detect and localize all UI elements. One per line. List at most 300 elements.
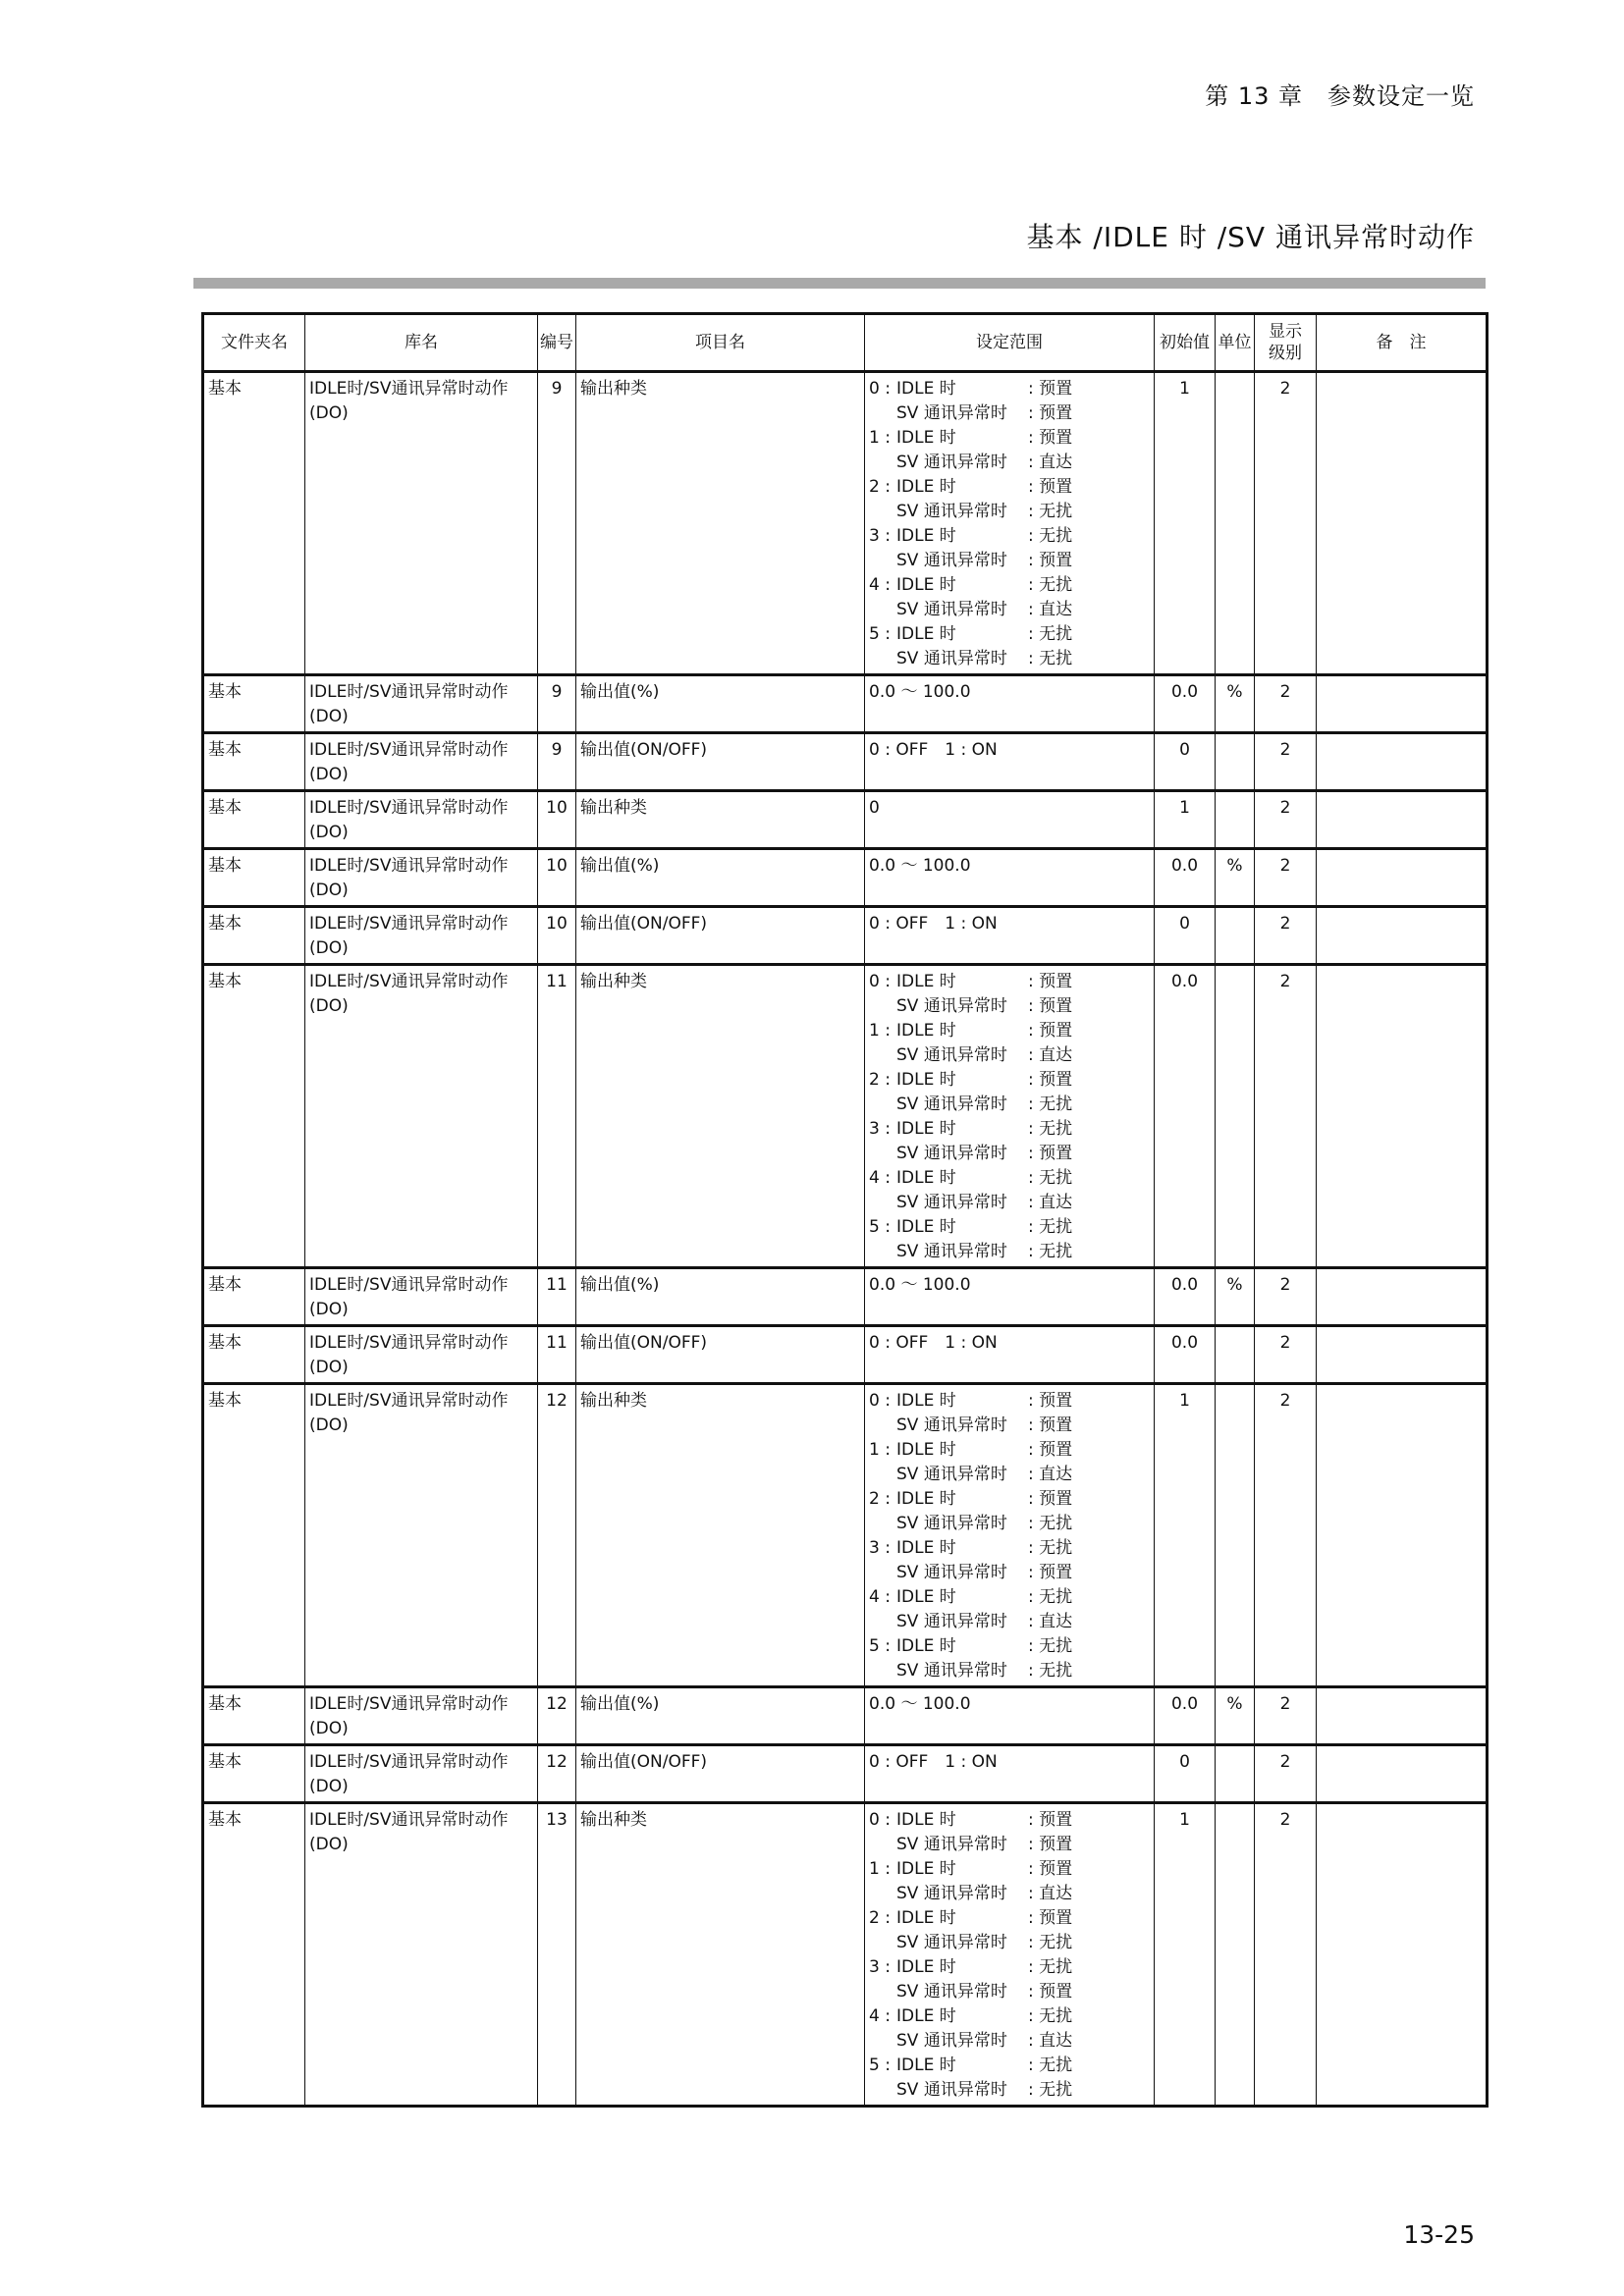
range-cell — [865, 1384, 1155, 1687]
range-code: 3 : — [869, 526, 891, 546]
library-line: (DO) — [309, 881, 349, 900]
library-line: (DO) — [309, 1719, 349, 1738]
range-value: : 直达 — [1028, 1884, 1073, 1903]
range-condition: SV 通讯异常时 — [896, 1661, 1007, 1681]
range-value: : 预置 — [1028, 403, 1073, 423]
range-value: : 无扰 — [1028, 2006, 1073, 2026]
range-value: : 预置 — [1028, 428, 1073, 448]
range-code: 5 : — [869, 1636, 891, 1656]
range-condition: SV 通讯异常时 — [896, 1095, 1007, 1114]
display-level-cell: 2 — [1255, 965, 1317, 1268]
number-cell: 11 — [538, 1268, 576, 1326]
folder-cell: 基本 — [203, 907, 305, 965]
range-line — [869, 1659, 1150, 1683]
display-level-cell: 2 — [1255, 372, 1317, 675]
range-value: : 无扰 — [1028, 2056, 1073, 2075]
item-cell: 输出种类 — [576, 791, 865, 849]
range-code: 4 : — [869, 575, 891, 595]
table-row — [203, 1687, 1488, 1745]
item-cell: 输出种类 — [576, 1803, 865, 2107]
range-condition: IDLE 时 — [896, 1119, 956, 1139]
range-line — [869, 1142, 1150, 1166]
range-condition: IDLE 时 — [896, 2056, 956, 2075]
table-row — [203, 849, 1488, 907]
library-line: IDLE时/SV通讯异常时动作 — [309, 1810, 509, 1830]
range-line — [869, 524, 1150, 549]
range-value: : 预置 — [1028, 996, 1073, 1016]
range-code: 4 : — [869, 2006, 891, 2026]
range-value: : 无扰 — [1028, 1636, 1073, 1656]
display-level-cell: 2 — [1255, 1687, 1317, 1745]
folder-cell: 基本 — [203, 1384, 305, 1687]
folder-cell: 基本 — [203, 1745, 305, 1803]
range-line — [869, 549, 1150, 573]
range-line — [869, 1043, 1150, 1068]
range-value: : 直达 — [1028, 600, 1073, 619]
note-cell — [1317, 1745, 1488, 1803]
chapter-title: 第 13 章 参数设定一览 — [1205, 82, 1475, 110]
folder-cell: 基本 — [203, 1268, 305, 1326]
range-cell — [865, 965, 1155, 1268]
range-code: 3 : — [869, 1957, 891, 1977]
table-row — [203, 1268, 1488, 1326]
library-line: (DO) — [309, 1835, 349, 1854]
item-cell: 输出种类 — [576, 372, 865, 675]
number-cell: 10 — [538, 791, 576, 849]
range-condition: IDLE 时 — [896, 526, 956, 546]
range-line — [869, 970, 1150, 994]
library-line: IDLE时/SV通讯异常时动作 — [309, 1391, 509, 1411]
parameter-table — [201, 312, 1489, 2108]
initial-value-cell: 0 — [1155, 907, 1216, 965]
folder-cell: 基本 — [203, 1803, 305, 2107]
library-line: (DO) — [309, 996, 349, 1016]
range-line — [869, 1980, 1150, 2004]
range-condition: SV 通讯异常时 — [896, 1933, 1007, 1952]
range-code: 4 : — [869, 1587, 891, 1607]
range-line — [869, 1931, 1150, 1955]
folder-cell: 基本 — [203, 849, 305, 907]
number-cell: 10 — [538, 849, 576, 907]
column-header-unit: 单位 — [1216, 314, 1255, 372]
range-condition: SV 通讯异常时 — [896, 2080, 1007, 2100]
range-condition: SV 通讯异常时 — [896, 1465, 1007, 1484]
table-row — [203, 965, 1488, 1268]
range-line — [869, 1808, 1150, 1833]
library-cell — [305, 1745, 538, 1803]
table-body — [203, 372, 1488, 2107]
range-value: : 直达 — [1028, 1045, 1073, 1065]
range-line — [869, 1487, 1150, 1512]
range-value: : 无扰 — [1028, 2080, 1073, 2100]
note-cell — [1317, 1803, 1488, 2107]
range-line — [869, 573, 1150, 598]
range-value: : 预置 — [1028, 1835, 1073, 1854]
item-cell: 输出种类 — [576, 1384, 865, 1687]
range-value: : 预置 — [1028, 477, 1073, 497]
range-cell: 0 : OFF 1 : ON — [865, 907, 1155, 965]
number-cell: 9 — [538, 675, 576, 733]
initial-value-cell: 0.0 — [1155, 849, 1216, 907]
range-value: : 预置 — [1028, 1021, 1073, 1041]
library-line: IDLE时/SV通讯异常时动作 — [309, 1275, 509, 1295]
number-cell: 13 — [538, 1803, 576, 2107]
library-cell — [305, 1384, 538, 1687]
range-line — [869, 1215, 1150, 1240]
range-condition: IDLE 时 — [896, 2006, 956, 2026]
range-condition: SV 通讯异常时 — [896, 600, 1007, 619]
range-code: 5 : — [869, 1217, 891, 1237]
note-cell — [1317, 733, 1488, 791]
range-value: : 无扰 — [1028, 1168, 1073, 1188]
item-cell: 输出种类 — [576, 965, 865, 1268]
range-line — [869, 1833, 1150, 1857]
range-cell — [865, 372, 1155, 675]
range-line — [869, 475, 1150, 500]
number-cell: 11 — [538, 1326, 576, 1384]
range-condition: SV 通讯异常时 — [896, 1982, 1007, 2002]
library-line: IDLE时/SV通讯异常时动作 — [309, 1752, 509, 1772]
range-condition: IDLE 时 — [896, 1636, 956, 1656]
library-line: IDLE时/SV通讯异常时动作 — [309, 856, 509, 876]
range-code: 2 : — [869, 1908, 891, 1928]
display-level-cell: 2 — [1255, 1268, 1317, 1326]
range-value: : 预置 — [1028, 1144, 1073, 1163]
range-value: : 预置 — [1028, 1415, 1073, 1435]
item-cell: 输出值(%) — [576, 1268, 865, 1326]
library-cell — [305, 1326, 538, 1384]
library-line: IDLE时/SV通讯异常时动作 — [309, 972, 509, 991]
range-value: : 预置 — [1028, 1810, 1073, 1830]
range-line — [869, 500, 1150, 524]
column-header-number: 编号 — [538, 314, 576, 372]
range-condition: SV 通讯异常时 — [896, 1415, 1007, 1435]
table-row — [203, 372, 1488, 675]
range-line — [869, 1438, 1150, 1463]
display-level-cell: 2 — [1255, 1384, 1317, 1687]
initial-value-cell: 0.0 — [1155, 675, 1216, 733]
note-cell — [1317, 372, 1488, 675]
range-line — [869, 2054, 1150, 2078]
range-condition: IDLE 时 — [896, 1810, 956, 1830]
range-condition: SV 通讯异常时 — [896, 1193, 1007, 1212]
range-line — [869, 1389, 1150, 1414]
table-row — [203, 791, 1488, 849]
library-line: IDLE时/SV通讯异常时动作 — [309, 914, 509, 934]
range-code: 1 : — [869, 1859, 891, 1879]
library-line: IDLE时/SV通讯异常时动作 — [309, 798, 509, 818]
library-line: IDLE时/SV通讯异常时动作 — [309, 379, 509, 399]
initial-value-cell: 0 — [1155, 1745, 1216, 1803]
range-line — [869, 1857, 1150, 1882]
range-condition: SV 通讯异常时 — [896, 403, 1007, 423]
range-line — [869, 1414, 1150, 1438]
unit-cell: % — [1216, 1687, 1255, 1745]
unit-cell — [1216, 965, 1255, 1268]
display-level-cell: 2 — [1255, 733, 1317, 791]
unit-cell — [1216, 372, 1255, 675]
number-cell: 9 — [538, 372, 576, 675]
range-code: 2 : — [869, 477, 891, 497]
range-code: 0 : — [869, 1810, 891, 1830]
folder-cell: 基本 — [203, 733, 305, 791]
range-condition: SV 通讯异常时 — [896, 551, 1007, 570]
range-value: : 无扰 — [1028, 1933, 1073, 1952]
column-header-item: 项目名 — [576, 314, 865, 372]
range-line — [869, 1634, 1150, 1659]
library-cell — [305, 733, 538, 791]
range-line — [869, 377, 1150, 401]
table-header-row — [203, 314, 1488, 372]
range-value: : 无扰 — [1028, 1661, 1073, 1681]
range-code: 3 : — [869, 1119, 891, 1139]
range-condition: IDLE 时 — [896, 1587, 956, 1607]
range-condition: SV 通讯异常时 — [896, 1563, 1007, 1582]
number-cell: 12 — [538, 1745, 576, 1803]
range-cell: 0.0 ～ 100.0 — [865, 1268, 1155, 1326]
range-condition: IDLE 时 — [896, 1391, 956, 1411]
range-line — [869, 1512, 1150, 1536]
range-code: 5 : — [869, 624, 891, 644]
range-code: 0 : — [869, 972, 891, 991]
range-line — [869, 1191, 1150, 1215]
page-number: 13-25 — [1403, 2220, 1475, 2249]
range-line — [869, 426, 1150, 451]
range-condition: IDLE 时 — [896, 1440, 956, 1460]
range-condition: IDLE 时 — [896, 379, 956, 399]
library-line: (DO) — [309, 1777, 349, 1796]
library-cell — [305, 965, 538, 1268]
range-value: : 直达 — [1028, 1465, 1073, 1484]
range-condition: SV 通讯异常时 — [896, 1144, 1007, 1163]
range-code: 2 : — [869, 1070, 891, 1090]
range-condition: SV 通讯异常时 — [896, 1884, 1007, 1903]
range-line — [869, 1955, 1150, 1980]
library-cell — [305, 849, 538, 907]
range-cell: 0 : OFF 1 : ON — [865, 733, 1155, 791]
range-condition: SV 通讯异常时 — [896, 1514, 1007, 1533]
range-value: : 预置 — [1028, 1908, 1073, 1928]
range-line — [869, 1536, 1150, 1561]
note-cell — [1317, 675, 1488, 733]
range-condition: SV 通讯异常时 — [896, 1242, 1007, 1261]
table-row — [203, 675, 1488, 733]
item-cell: 输出值(%) — [576, 849, 865, 907]
library-cell — [305, 675, 538, 733]
range-value: : 直达 — [1028, 453, 1073, 472]
initial-value-cell: 1 — [1155, 1384, 1216, 1687]
range-value: : 预置 — [1028, 1982, 1073, 2002]
library-line: IDLE时/SV通讯异常时动作 — [309, 740, 509, 760]
section-title: 基本 /IDLE 时 /SV 通讯异常时动作 — [1026, 221, 1475, 253]
library-line: (DO) — [309, 823, 349, 842]
range-line — [869, 1117, 1150, 1142]
unit-cell — [1216, 1803, 1255, 2107]
unit-cell — [1216, 1745, 1255, 1803]
range-cell: 0.0 ～ 100.0 — [865, 1687, 1155, 1745]
range-value: : 预置 — [1028, 1859, 1073, 1879]
range-line — [869, 1019, 1150, 1043]
folder-cell: 基本 — [203, 675, 305, 733]
note-cell — [1317, 907, 1488, 965]
range-value: : 无扰 — [1028, 1217, 1073, 1237]
unit-cell — [1216, 907, 1255, 965]
note-cell — [1317, 1384, 1488, 1687]
table-row — [203, 1384, 1488, 1687]
range-line — [869, 1093, 1150, 1117]
display-level-line-1: 显示 — [1269, 322, 1302, 342]
column-header-folder: 文件夹名 — [203, 314, 305, 372]
display-level-cell: 2 — [1255, 1745, 1317, 1803]
range-value: : 预置 — [1028, 379, 1073, 399]
number-cell: 12 — [538, 1687, 576, 1745]
column-header-display-level — [1255, 314, 1317, 372]
table-row — [203, 907, 1488, 965]
range-line — [869, 622, 1150, 647]
range-code: 0 : — [869, 1391, 891, 1411]
range-line — [869, 1561, 1150, 1585]
range-condition: IDLE 时 — [896, 624, 956, 644]
library-cell — [305, 907, 538, 965]
range-line — [869, 2078, 1150, 2103]
unit-cell: % — [1216, 675, 1255, 733]
initial-value-cell: 0 — [1155, 733, 1216, 791]
range-line — [869, 2004, 1150, 2029]
column-header-library: 库名 — [305, 314, 538, 372]
range-line — [869, 1240, 1150, 1264]
library-line: IDLE时/SV通讯异常时动作 — [309, 682, 509, 702]
library-cell — [305, 1803, 538, 2107]
range-value: : 预置 — [1028, 1440, 1073, 1460]
item-cell: 输出值(ON/OFF) — [576, 1326, 865, 1384]
column-header-range: 设定范围 — [865, 314, 1155, 372]
display-level-line-2: 级别 — [1269, 344, 1302, 363]
number-cell: 11 — [538, 965, 576, 1268]
note-cell — [1317, 1687, 1488, 1745]
range-value: : 预置 — [1028, 972, 1073, 991]
unit-cell — [1216, 791, 1255, 849]
range-condition: SV 通讯异常时 — [896, 649, 1007, 668]
note-cell — [1317, 1326, 1488, 1384]
range-line — [869, 451, 1150, 475]
display-level-cell: 2 — [1255, 675, 1317, 733]
range-code: 2 : — [869, 1489, 891, 1509]
range-condition: SV 通讯异常时 — [896, 1045, 1007, 1065]
range-condition: SV 通讯异常时 — [896, 502, 1007, 521]
library-line: IDLE时/SV通讯异常时动作 — [309, 1694, 509, 1714]
number-cell: 9 — [538, 733, 576, 791]
range-value: : 直达 — [1028, 1612, 1073, 1631]
range-code: 5 : — [869, 2056, 891, 2075]
range-condition: SV 通讯异常时 — [896, 2031, 1007, 2051]
range-value: : 无扰 — [1028, 502, 1073, 521]
library-line: (DO) — [309, 765, 349, 784]
library-cell — [305, 791, 538, 849]
column-header-note: 备 注 — [1317, 314, 1488, 372]
display-level-cell: 2 — [1255, 849, 1317, 907]
range-condition: IDLE 时 — [896, 477, 956, 497]
range-value: : 预置 — [1028, 1070, 1073, 1090]
range-line — [869, 647, 1150, 671]
range-value: : 无扰 — [1028, 1095, 1073, 1114]
unit-cell: % — [1216, 1268, 1255, 1326]
range-value: : 预置 — [1028, 1563, 1073, 1582]
range-value: : 预置 — [1028, 1489, 1073, 1509]
range-code: 1 : — [869, 1440, 891, 1460]
range-cell: 0.0 ～ 100.0 — [865, 675, 1155, 733]
range-value: : 无扰 — [1028, 575, 1073, 595]
range-line — [869, 401, 1150, 426]
library-line: (DO) — [309, 1415, 349, 1435]
range-condition: IDLE 时 — [896, 1217, 956, 1237]
library-line: (DO) — [309, 938, 349, 958]
range-condition: IDLE 时 — [896, 1538, 956, 1558]
range-line — [869, 1906, 1150, 1931]
table-row — [203, 1803, 1488, 2107]
range-line — [869, 1068, 1150, 1093]
range-condition: SV 通讯异常时 — [896, 1835, 1007, 1854]
folder-cell: 基本 — [203, 1326, 305, 1384]
library-line: IDLE时/SV通讯异常时动作 — [309, 1333, 509, 1353]
unit-cell: % — [1216, 849, 1255, 907]
range-value: : 无扰 — [1028, 526, 1073, 546]
library-line: (DO) — [309, 1300, 349, 1319]
range-value: : 无扰 — [1028, 1514, 1073, 1533]
section-divider — [193, 278, 1486, 289]
range-line — [869, 1882, 1150, 1906]
range-cell: 0 — [865, 791, 1155, 849]
range-condition: IDLE 时 — [896, 1908, 956, 1928]
display-level-cell: 2 — [1255, 1803, 1317, 2107]
range-code: 1 : — [869, 1021, 891, 1041]
range-code: 1 : — [869, 428, 891, 448]
range-condition: IDLE 时 — [896, 1957, 956, 1977]
range-value: : 无扰 — [1028, 1242, 1073, 1261]
note-cell — [1317, 1268, 1488, 1326]
folder-cell: 基本 — [203, 372, 305, 675]
range-value: : 预置 — [1028, 551, 1073, 570]
range-value: : 无扰 — [1028, 624, 1073, 644]
range-line — [869, 1166, 1150, 1191]
library-cell — [305, 372, 538, 675]
range-value: : 预置 — [1028, 1391, 1073, 1411]
table-row — [203, 1326, 1488, 1384]
range-value: : 直达 — [1028, 2031, 1073, 2051]
table-row — [203, 1745, 1488, 1803]
range-condition: IDLE 时 — [896, 1070, 956, 1090]
range-condition: SV 通讯异常时 — [896, 996, 1007, 1016]
library-cell — [305, 1687, 538, 1745]
range-condition: IDLE 时 — [896, 1859, 956, 1879]
range-line — [869, 1610, 1150, 1634]
initial-value-cell: 1 — [1155, 791, 1216, 849]
column-header-initial: 初始值 — [1155, 314, 1216, 372]
range-condition: IDLE 时 — [896, 575, 956, 595]
item-cell: 输出值(%) — [576, 675, 865, 733]
note-cell — [1317, 965, 1488, 1268]
range-value: : 无扰 — [1028, 1538, 1073, 1558]
range-condition: IDLE 时 — [896, 428, 956, 448]
display-level-cell: 2 — [1255, 907, 1317, 965]
range-value: : 无扰 — [1028, 649, 1073, 668]
range-condition: IDLE 时 — [896, 972, 956, 991]
range-value: : 无扰 — [1028, 1119, 1073, 1139]
note-cell — [1317, 849, 1488, 907]
range-value: : 无扰 — [1028, 1587, 1073, 1607]
range-value: : 直达 — [1028, 1193, 1073, 1212]
library-line: (DO) — [309, 1358, 349, 1377]
item-cell: 输出值(ON/OFF) — [576, 907, 865, 965]
